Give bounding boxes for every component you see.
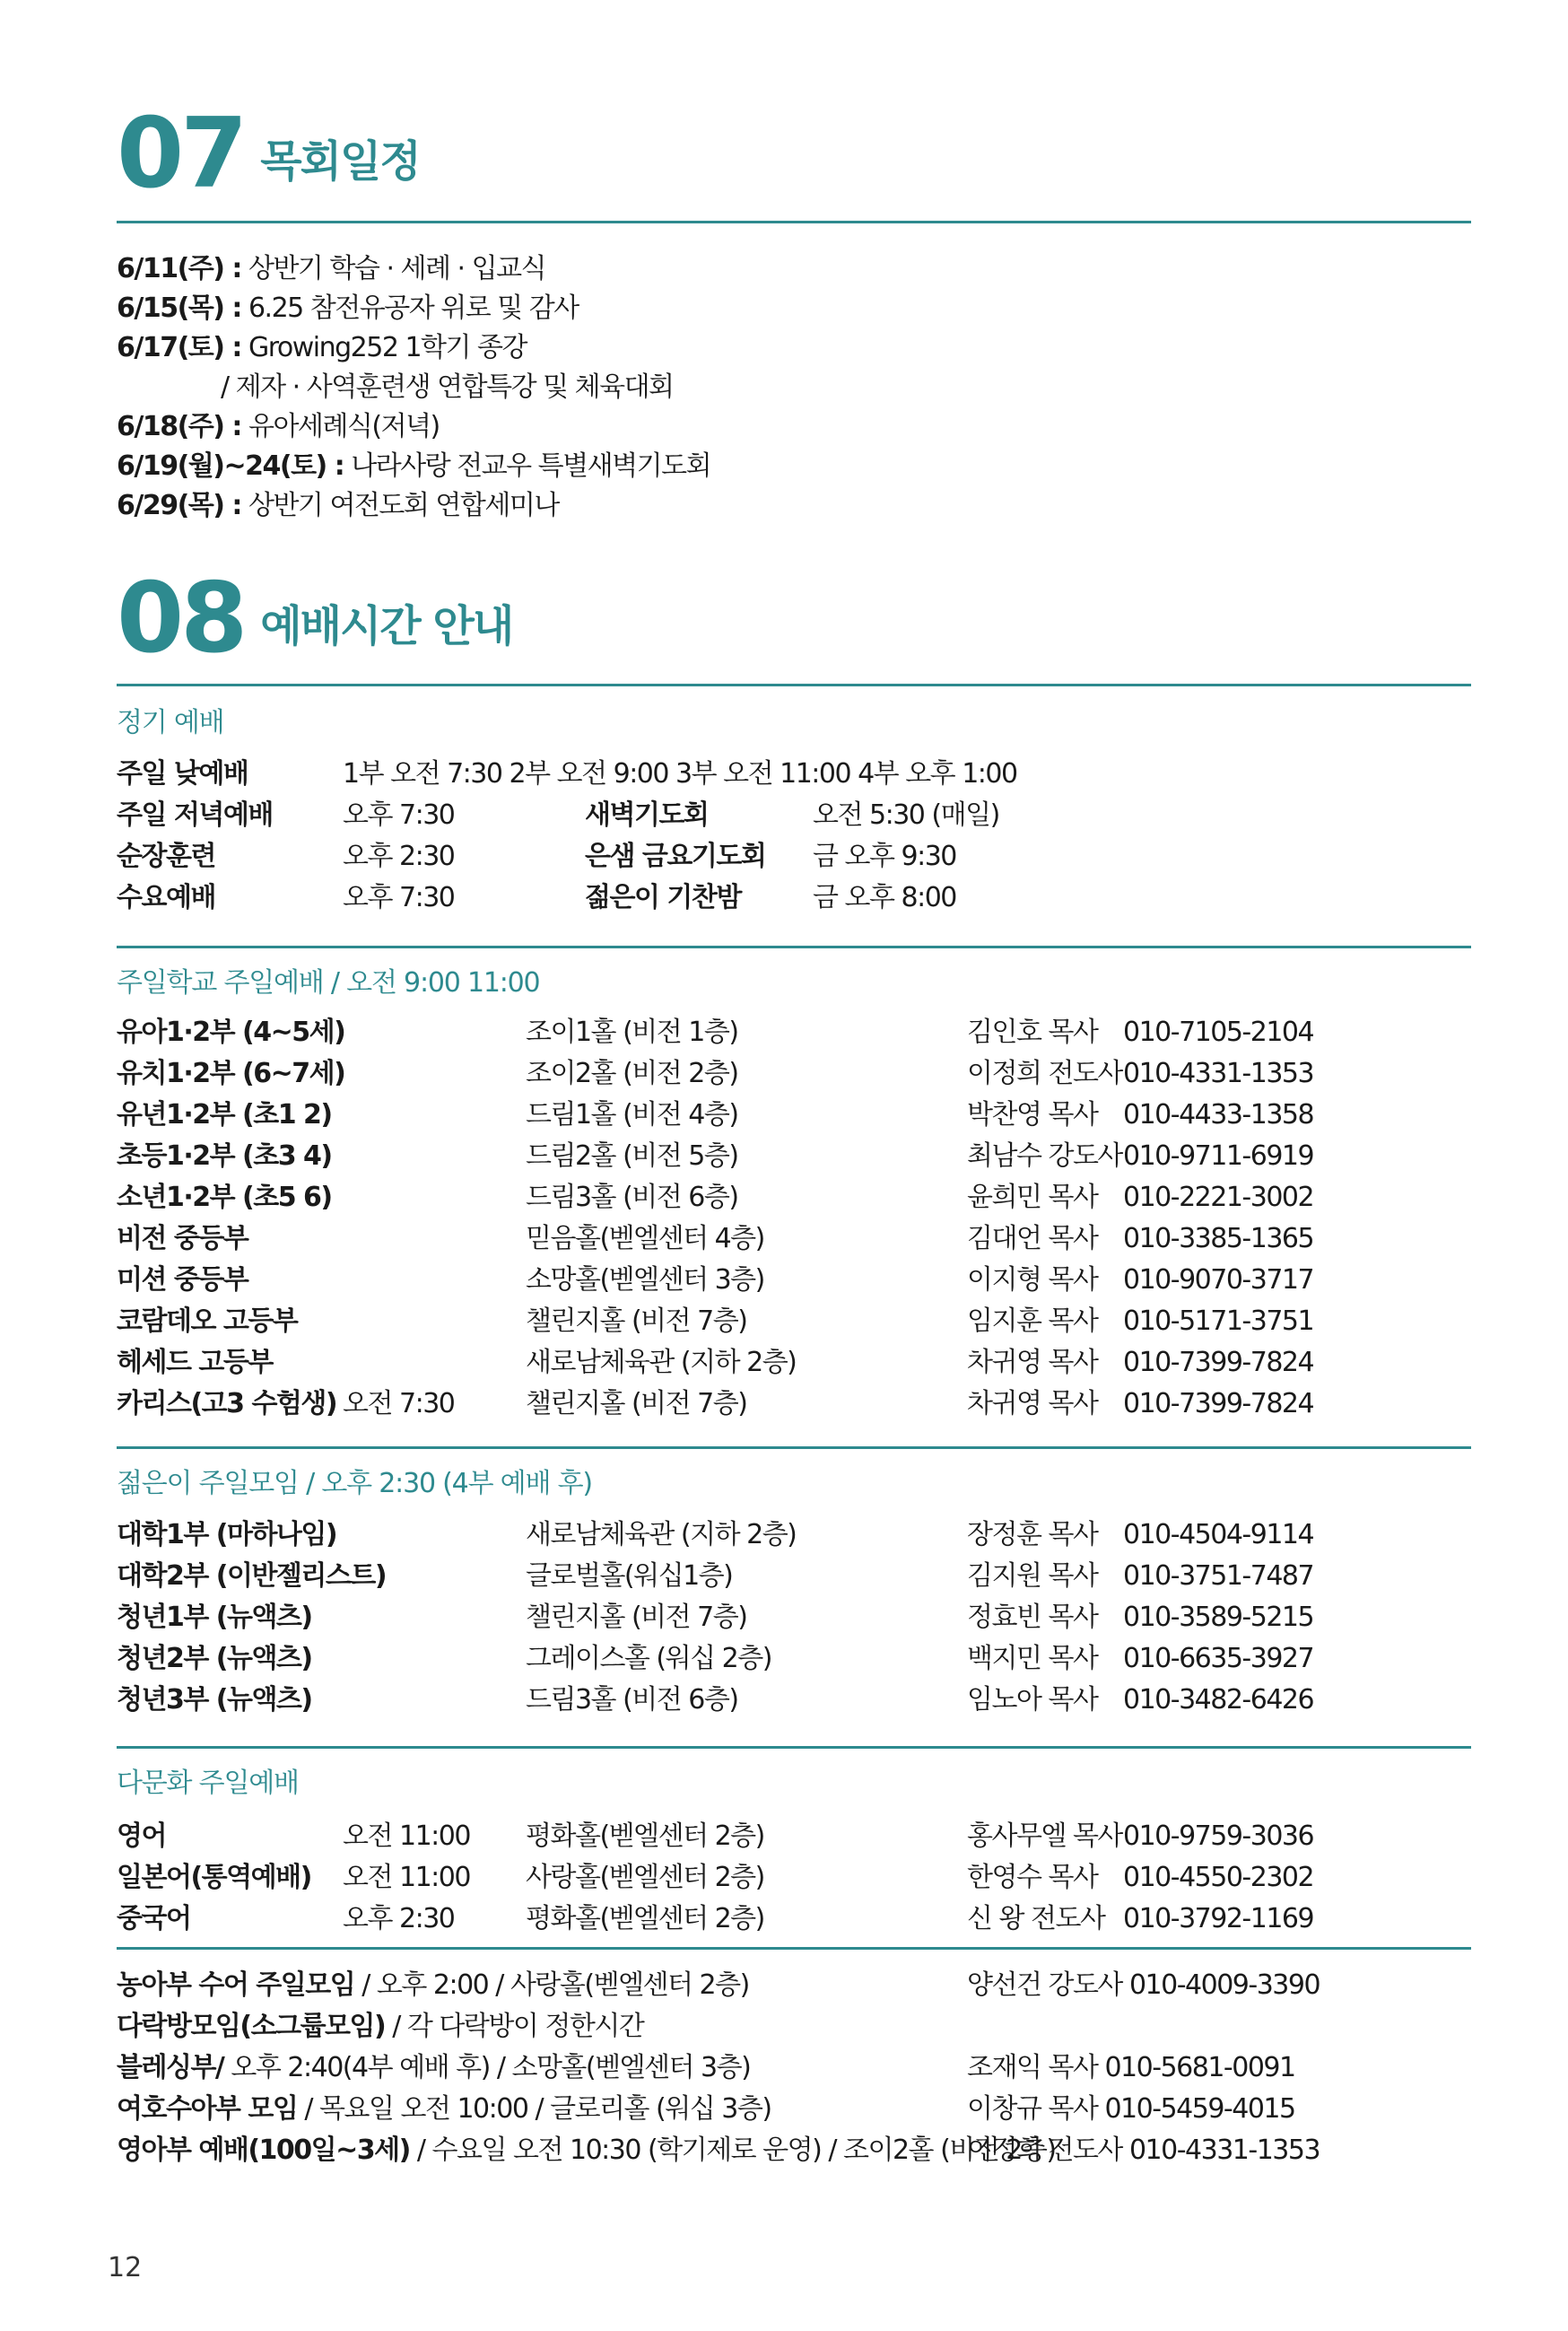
schedule-item <box>117 249 1372 289</box>
service-times: 1부 오전 7:30 2부 오전 9:00 3부 오전 11:00 4부 오후 1:00 <box>343 758 1017 790</box>
phone-number: 010-4504-9114 <box>1123 1519 1314 1550</box>
department-name: 미션 중등부 <box>117 1264 248 1296</box>
phone-number: 010-6635-3927 <box>1123 1643 1314 1674</box>
section-08-header <box>117 563 513 675</box>
phone-number: 010-9759-3036 <box>1123 1820 1314 1852</box>
schedule-text: 상반기 여전도회 연합세미나 <box>240 490 559 521</box>
meeting-name: 다락방모임(소그룹모임) <box>117 2011 386 2042</box>
location: 드림3홀 (비전 6층) <box>526 1684 738 1716</box>
department-name: 헤세드 고등부 <box>117 1347 273 1378</box>
department-name: 비전 중등부 <box>117 1223 248 1254</box>
location: 소망홀(벧엘센터 3층) <box>526 1264 764 1296</box>
location: 드림1홀 (비전 4층) <box>526 1099 738 1131</box>
multicultural-divider <box>117 1947 1471 1950</box>
service-time-2: 금 오후 9:30 <box>813 841 956 872</box>
department-name: 유아1·2부 (4~5세) <box>117 1017 345 1048</box>
contact-person: 홍사무엘 목사 <box>967 1820 1122 1852</box>
phone-number: 010-7399-7824 <box>1123 1347 1314 1378</box>
section-08-number: 08 <box>117 563 245 675</box>
sunday-school-title-text: 주일학교 주일예배 <box>117 967 324 999</box>
schedule-text: Growing252 1학기 종강 <box>240 332 527 363</box>
youth-title-text: 젊은이 주일모임 <box>117 1468 299 1499</box>
department-name: 중국어 <box>117 1903 191 1934</box>
service-time: 오후 7:30 <box>343 799 455 831</box>
phone-number: 010-9070-3717 <box>1123 1264 1314 1296</box>
contact-person: 차귀영 목사 <box>967 1347 1098 1378</box>
location: 드림2홀 (비전 5층) <box>526 1140 738 1172</box>
department-name: 소년1·2부 (초5 6) <box>117 1182 332 1213</box>
schedule-date: 6/11(주) : <box>117 253 241 284</box>
location: 조이1홀 (비전 1층) <box>526 1017 738 1048</box>
contact-person: 이지형 목사 <box>967 1264 1098 1296</box>
location: 새로남체육관 (지하 2층) <box>526 1519 797 1550</box>
location: 챌린지홀 (비전 7층) <box>526 1602 747 1633</box>
location: 새로남체육관 (지하 2층) <box>526 1347 797 1378</box>
schedule-item <box>117 289 1372 328</box>
other-meeting-row <box>117 2130 1471 2171</box>
youth-time: / 오후 2:30 (4부 예배 후) <box>298 1468 592 1499</box>
phone-number: 010-5171-3751 <box>1123 1305 1314 1337</box>
section-07-title: 목회일정 <box>260 136 420 187</box>
department-name: 초등1·2부 (초3 4) <box>117 1140 332 1172</box>
meeting-detail: 오후 2:40(4부 예배 후) / 소망홀(벧엘센터 3층) <box>223 2052 751 2083</box>
contact-person: 임노아 목사 <box>967 1684 1098 1716</box>
section-08-divider <box>117 684 1471 686</box>
department-name: 일본어(통역예배) <box>117 1862 311 1893</box>
sunday-school-divider <box>117 1446 1471 1449</box>
location: 평화홀(벧엘센터 2층) <box>526 1903 764 1934</box>
meeting-name: 블레싱부/ <box>117 2052 224 2083</box>
regular-divider <box>117 946 1471 948</box>
schedule-item <box>117 368 1372 407</box>
meeting-contact: 이정희 전도사 010-4331-1353 <box>967 2135 1320 2166</box>
service-name: 순장훈련 <box>117 841 215 872</box>
service-time: 오전 11:00 <box>343 1862 470 1893</box>
location: 챌린지홀 (비전 7층) <box>526 1305 747 1337</box>
location: 평화홀(벧엘센터 2층) <box>526 1820 764 1852</box>
department-name: 카리스(고3 수험생) <box>117 1388 337 1419</box>
section-07-divider <box>117 221 1471 223</box>
schedule-date: 6/17(토) : <box>117 332 241 363</box>
other-meetings-list <box>117 1965 1471 2171</box>
meeting-contact: 조재익 목사 010-5681-0091 <box>967 2052 1295 2083</box>
phone-number: 010-4550-2302 <box>1123 1862 1314 1893</box>
section-07-header <box>117 98 420 210</box>
service-time: 오후 2:30 <box>343 1903 455 1934</box>
regular-service-title: 정기 예배 <box>117 707 224 738</box>
location: 챌린지홀 (비전 7층) <box>526 1388 747 1419</box>
sunday-school-title <box>117 960 539 1000</box>
department-name: 유년1·2부 (초1 2) <box>117 1099 332 1131</box>
department-time: 오전 7:30 <box>343 1388 455 1419</box>
department-name: 청년1부 (뉴액츠) <box>117 1602 312 1633</box>
contact-person: 김대언 목사 <box>967 1223 1098 1254</box>
department-name: 청년2부 (뉴액츠) <box>117 1643 312 1674</box>
meeting-contact: 이창규 목사 010-5459-4015 <box>967 2093 1295 2125</box>
phone-number: 010-4433-1358 <box>1123 1099 1314 1131</box>
other-meeting-row <box>117 2089 1471 2130</box>
meeting-name: 여호수아부 모임 <box>117 2093 298 2125</box>
youth-divider <box>117 1746 1471 1749</box>
service-name: 수요예배 <box>117 882 215 913</box>
phone-number: 010-7105-2104 <box>1123 1017 1314 1048</box>
meeting-detail: / 각 다락방이 정한시간 <box>385 2011 644 2042</box>
schedule-text: 유아세례식(저녁) <box>240 411 440 442</box>
schedule-date: 6/19(월)~24(토) : <box>117 450 344 482</box>
contact-person: 김인호 목사 <box>967 1017 1098 1048</box>
contact-person: 김지원 목사 <box>967 1560 1098 1592</box>
location: 글로벌홀(워십1층) <box>526 1560 733 1592</box>
contact-person: 한영수 목사 <box>967 1862 1098 1893</box>
contact-person: 이정희 전도사 <box>967 1058 1122 1089</box>
meeting-detail: / 오후 2:00 / 사랑홀(벧엘센터 2층) <box>354 1969 749 2001</box>
meeting-info <box>117 1965 749 2006</box>
department-name: 유치1·2부 (6~7세) <box>117 1058 345 1089</box>
schedule-item <box>117 486 1372 526</box>
location: 믿음홀(벧엘센터 4층) <box>526 1223 764 1254</box>
contact-person: 백지민 목사 <box>967 1643 1098 1674</box>
section-07-number: 07 <box>117 98 245 210</box>
schedule-text: 나라사랑 전교우 특별새벽기도회 <box>344 450 711 482</box>
phone-number: 010-3385-1365 <box>1123 1223 1314 1254</box>
schedule-date: 6/15(목) : <box>117 292 241 324</box>
phone-number: 010-3751-7487 <box>1123 1560 1314 1592</box>
phone-number: 010-7399-7824 <box>1123 1388 1314 1419</box>
schedule-date: 6/29(목) : <box>117 490 241 521</box>
phone-number: 010-3482-6426 <box>1123 1684 1314 1716</box>
meeting-contact: 양선건 강도사 010-4009-3390 <box>967 1969 1320 2001</box>
section-08-title: 예배시간 안내 <box>260 601 513 651</box>
service-name-2: 새벽기도회 <box>585 799 709 831</box>
department-name: 영어 <box>117 1820 166 1852</box>
other-meeting-row <box>117 2006 1471 2047</box>
schedule-item <box>117 407 1372 447</box>
location: 사랑홀(벧엘센터 2층) <box>526 1862 764 1893</box>
schedule-text: / 제자 · 사역훈련생 연합특강 및 체육대회 <box>221 371 674 403</box>
service-time-2: 오전 5:30 (매일) <box>813 799 999 831</box>
contact-person: 박찬영 목사 <box>967 1099 1098 1131</box>
phone-number: 010-3792-1169 <box>1123 1903 1314 1934</box>
department-name: 청년3부 (뉴액츠) <box>117 1684 312 1716</box>
contact-person: 장정훈 목사 <box>967 1519 1098 1550</box>
meeting-info <box>117 2089 771 2130</box>
meeting-detail: / 수요일 오전 10:30 (학기제로 운영) / 조이2홀 (비전 2층) <box>409 2135 1056 2166</box>
youth-title <box>117 1461 592 1500</box>
location: 조이2홀 (비전 2층) <box>526 1058 738 1089</box>
schedule-item <box>117 328 1372 368</box>
other-meeting-row <box>117 1965 1471 2006</box>
phone-number: 010-3589-5215 <box>1123 1602 1314 1633</box>
service-time-2: 금 오후 8:00 <box>813 882 956 913</box>
service-time: 오후 7:30 <box>343 882 455 913</box>
phone-number: 010-9711-6919 <box>1123 1140 1314 1172</box>
service-name-2: 젊은이 기찬밤 <box>585 882 741 913</box>
contact-person: 정효빈 목사 <box>967 1602 1098 1633</box>
department-name: 코람데오 고등부 <box>117 1305 298 1337</box>
pastoral-schedule-list <box>117 249 1372 526</box>
multicultural-title: 다문화 주일예배 <box>117 1768 299 1799</box>
phone-number: 010-4331-1353 <box>1123 1058 1314 1089</box>
location: 드림3홀 (비전 6층) <box>526 1182 738 1213</box>
contact-person: 임지훈 목사 <box>967 1305 1098 1337</box>
department-name: 대학2부 (이반젤리스트) <box>117 1560 387 1592</box>
contact-person: 최남수 강도사 <box>967 1140 1122 1172</box>
meeting-info <box>117 2006 643 2047</box>
meeting-name: 농아부 수어 주일모임 <box>117 1969 355 2001</box>
meeting-detail: / 목요일 오전 10:00 / 글로리홀 (워십 3층) <box>297 2093 771 2125</box>
department-name: 대학1부 (마하나임) <box>117 1519 337 1550</box>
contact-person: 윤희민 목사 <box>967 1182 1098 1213</box>
service-time: 오전 11:00 <box>343 1820 470 1852</box>
sunday-school-time: / 오전 9:00 11:00 <box>323 967 540 999</box>
schedule-text: 6.25 참전유공자 위로 및 감사 <box>240 292 579 324</box>
service-name: 주일 저녁예배 <box>117 799 273 831</box>
contact-person: 차귀영 목사 <box>967 1388 1098 1419</box>
page-number: 12 <box>108 2252 143 2283</box>
schedule-date: 6/18(주) : <box>117 411 241 442</box>
phone-number: 010-2221-3002 <box>1123 1182 1314 1213</box>
location: 그레이스홀 (워십 2층) <box>526 1643 771 1674</box>
meeting-info <box>117 2047 750 2089</box>
service-name: 주일 낮예배 <box>117 758 248 790</box>
contact-person: 신 왕 전도사 <box>967 1903 1105 1934</box>
schedule-item <box>117 447 1372 486</box>
service-name-2: 은샘 금요기도회 <box>585 841 766 872</box>
other-meeting-row <box>117 2047 1471 2089</box>
meeting-info <box>117 2130 1056 2171</box>
schedule-text: 상반기 학습 · 세례 · 입교식 <box>240 253 546 284</box>
service-time: 오후 2:30 <box>343 841 455 872</box>
meeting-name: 영아부 예배(100일~3세) <box>117 2135 410 2166</box>
